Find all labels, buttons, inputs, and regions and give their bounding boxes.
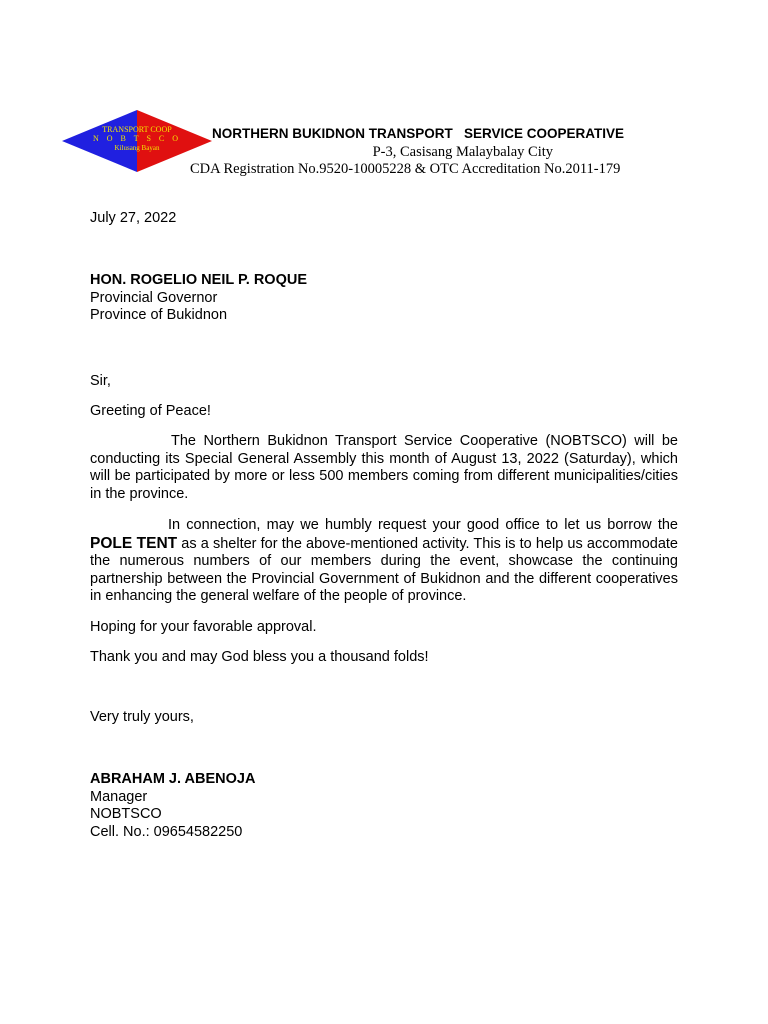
signatory-contact: Cell. No.: 09654582250 (90, 823, 243, 840)
addressee-office: Province of Bukidnon (90, 307, 228, 323)
organization-address: P-3, Casisang Malaybalay City (372, 144, 553, 160)
thanks-line: Thank you and may God bless you a thousand folds! (90, 649, 429, 665)
signature-block (90, 771, 678, 841)
logo-text-line2: N O B T S C O (92, 134, 182, 143)
organization-registration: CDA Registration No.9520-10005228 & OTC Accreditation No.2011-179 (190, 161, 621, 177)
paragraph-1 (90, 433, 678, 503)
letterhead (0, 0, 768, 190)
logo-text-line3: Kilusang Bayan (114, 144, 160, 152)
logo-text-line1: TRANSPORT COOP (102, 125, 172, 134)
paragraph-2-text-before: In connection, may we humbly request your good office to let us borrow the (168, 517, 678, 533)
greeting: Greeting of Peace! (90, 403, 211, 419)
signatory-organization: NOBTSCO (90, 806, 162, 822)
pole-tent-emphasis: POLE TENT (90, 534, 178, 552)
paragraph-2-text-after: as a shelter for the above-mentioned activity. This is to help us accommodate the numerous numbers of our members during the event, showcase the continuing partnership between the Provincial Government of Bukidnon and the different cooperatives in enhancing the general welfare of the people of province. (90, 535, 678, 604)
paragraph-1-text: The Northern Bukidnon Transport Service Cooperative (NOBTSCO) will be conducting its Special General Assembly this month of August 13, 2022 (Saturday), which will be participated by more or less 500 members coming from different municipalities/cities in the province. (90, 433, 678, 502)
letter-date: July 27, 2022 (90, 210, 177, 226)
hoping-line: Hoping for your favorable approval. (90, 619, 317, 635)
salutation: Sir, (90, 373, 111, 389)
addressee-block (90, 272, 678, 325)
paragraph-2 (90, 517, 678, 606)
addressee-title: Provincial Governor (90, 289, 218, 306)
organization-name: NORTHERN BUKIDNON TRANSPORT SERVICE COOPERATIVE (212, 126, 625, 141)
closing: Very truly yours, (90, 709, 194, 725)
addressee-name: HON. ROGELIO NEIL P. ROQUE (90, 272, 307, 288)
signatory-position: Manager (90, 788, 148, 805)
signatory-name: ABRAHAM J. ABENOJA (90, 771, 256, 787)
